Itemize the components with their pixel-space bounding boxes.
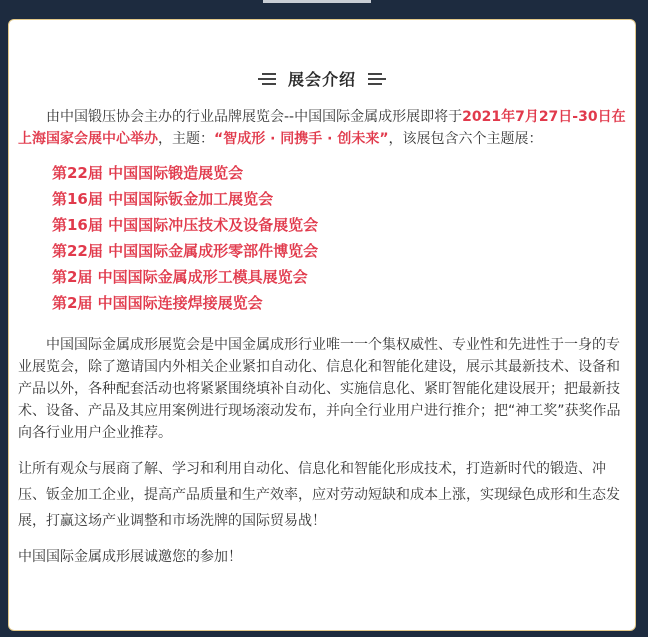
theme-item: 第16届 中国国际钣金加工展览会 [52,190,274,208]
intro-text: 由中国锻压协会主办的行业品牌展览会--中国国际金属成形展即将于 [46,109,463,125]
intro-content [18,106,630,568]
theme-item: 第22届 中国国际金属成形零部件博览会 [52,242,319,260]
theme-item: 第22届 中国国际锻造展览会 [52,164,244,182]
invitation-paragraph: 中国国际金属成形展诚邀您的参加！ [18,549,242,565]
intro-paragraph [18,106,630,150]
intro-card [8,19,636,631]
event-theme-highlight: “智成形 · 同携手 · 创未来” [214,131,389,147]
theme-list [18,160,630,316]
section-title: 展会介绍 [287,70,356,89]
theme-item: 第16届 中国国际冲压技术及设备展览会 [52,216,319,234]
section-header [9,67,635,90]
event-date-highlight: 2021年7月27日-30日在上海国家会展中心举办 [18,109,626,147]
intro-text: ，主题： [158,131,214,147]
top-tab-indicator [263,0,371,3]
description-paragraph: 中国国际金属成形展览会是中国金属成形行业唯一一个集权威性、专业性和先进性于一身的专业展览会，除了邀请国内外相关企业紧扣自动化、信息化和智能化建设，展示其最新技术、设备和产品以外，各种配套活动也将紧紧围绕填补自动化、实施信息化、紧盯智能化建设展开；把最新技术、设备、产品及其应用案例进行现场滚动发布，并向全行业用户进行推介；把“神工奖”获奖作品向各行业用户企业推荐。 [18,337,621,441]
goal-paragraph: 让所有观众与展商了解、学习和利用自动化、信息化和智能化形成技术，打造新时代的锻造、冲压、钣金加工企业，提高产品质量和生产效率，应对劳动短缺和成本上涨，实现绿色成形和生态发展，打赢这场产业调整和市场洗牌的国际贸易战！ [18,461,620,529]
lines-icon [258,72,278,86]
theme-item: 第2届 中国国际连接焊接展览会 [52,294,263,312]
theme-item: 第2届 中国国际金属成形工模具展览会 [52,268,308,286]
lines-icon [366,72,386,86]
intro-text: ，该展包含六个主题展： [388,131,543,147]
